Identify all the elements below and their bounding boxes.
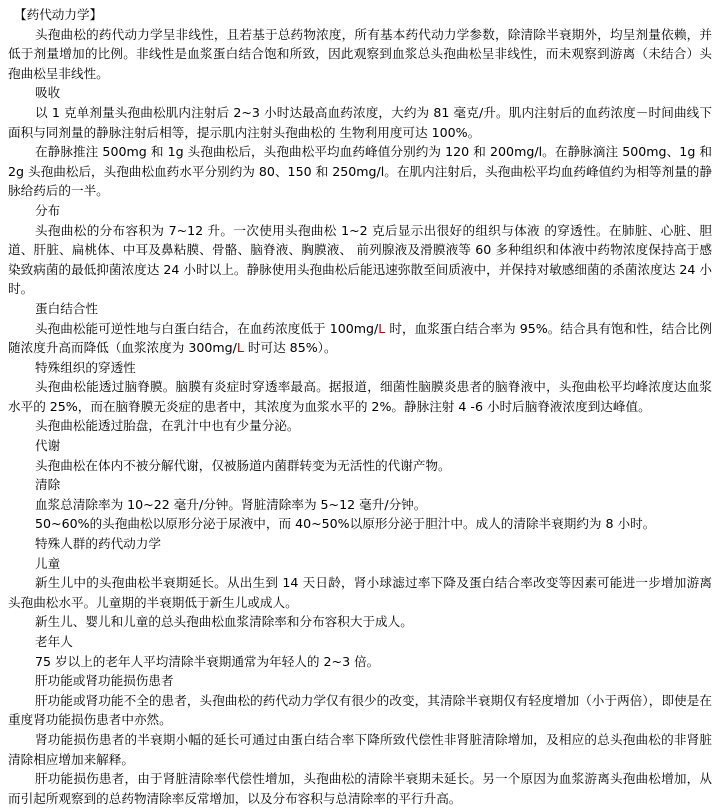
elderly-paragraph: 75 岁以上的老年人平均清除半衰期通常为年轻人的 2~3 倍。 (35, 653, 380, 669)
hepatic-renal-paragraph-2: 肾功能损伤患者的半衰期小幅的延长可通过由蛋白结合率下降所致代偿性非肾脏清除增加，及相应的总头孢曲松的非肾脏清除相应增加来解释。 (8, 731, 712, 767)
special-tissue-paragraph-2: 头孢曲松能透过胎盘，在乳汁中也有少量分泌。 (35, 418, 300, 434)
heading-elderly: 老年人 (35, 634, 73, 649)
absorption-paragraph-2: 在静脉推注 500mg 和 1g 头孢曲松后，头孢曲松平均血药峰值分别约为 120 和 200mg/l。在静脉滴注 500mg、1g 和 2g 头孢曲松后，头孢曲松血药水平分别约为 80、150 和 250mg/l。在肌内注射后，头孢曲松平均血药峰值约为相等剂量的静脉给药后的一半。 (8, 144, 712, 199)
heading-protein-binding: 蛋白结合性 (35, 300, 98, 316)
special-tissue-paragraph-1: 头孢曲松能透过脑脊膜。脑膜有炎症时穿透率最高。据报道，细菌性脑膜炎患者的脑脊液中，头孢曲松平均峰浓度达血浆水平的 25%，而在脑脊膜无炎症的患者中，其浓度为血浆水平的 2%。静脉注射 4 -6 小时后脑脊液浓度到达峰值。 (8, 379, 712, 414)
elimination-paragraph-2: 50~60%的头孢曲松以原形分泌于尿液中，而 40~50%以原形分泌于胆汁中。成人的清除半衰期约为 8 小时。 (35, 516, 656, 532)
intro-paragraph: 头孢曲松的药代动力学呈非线性，且若基于总药物浓度，所有基本药代动力学参数，除清除半衰期外，均呈剂量依赖，并低于剂量增加的比例。非线性是血浆蛋白结合饱和所致，因此观察到血浆总头孢曲松呈非线性，而未观察到游离（未结合）头孢曲松呈非线性。 (8, 26, 712, 81)
children-paragraph-2: 新生儿、婴儿和儿童的总头孢曲松血浆清除率和分布容积大于成人。 (35, 614, 413, 630)
heading-special-tissue: 特殊组织的穿透性 (35, 359, 136, 375)
elimination-paragraph-1: 血浆总清除率为 10~22 毫升/分钟。肾脏清除率为 5~12 毫升/分钟。 (35, 496, 427, 512)
protein-binding-text-b: 时，血浆蛋白结合率为 95%。结合具有饱和性，结合比例随浓度升高而降低（血浆浓度为 300mg/ (8, 320, 713, 356)
hepatic-renal-paragraph-3: 肝功能损伤患者，由于肾脏清除率代偿性增加，头孢曲松的清除半衰期未延长。另一个原因为血浆游离头孢曲松增加，从而引起所观察到的总药物清除率反常增加，以及分布容积与总清除率的平行升高。 (8, 771, 712, 806)
heading-children: 儿童 (35, 555, 61, 571)
unit-l-red-1: L (378, 320, 386, 336)
protein-binding-paragraph (8, 319, 712, 358)
heading-absorption: 吸收 (35, 85, 61, 101)
heading-distribution: 分布 (35, 202, 61, 218)
heading-elimination: 清除 (35, 477, 61, 493)
hepatic-renal-paragraph-1: 肝功能或肾功能不全的患者，头孢曲松的药代动力学仅有很少的改变，其清除半衰期仅有轻度增加（小于两倍），即使是在重度肾功能损伤患者中亦然。 (8, 692, 712, 728)
unit-l-red-2: L (236, 340, 244, 356)
metabolism-paragraph: 头孢曲松在体内不被分解代谢，仅被肠道内菌群转变为无活性的代谢产物。 (35, 457, 451, 473)
distribution-paragraph: 头孢曲松的分布容积为 7~12 升。一次使用头孢曲松 1~2 克后显示出很好的组织与体液 的穿透性。在肺脏、心脏、胆道、肝脏、扁桃体、中耳及鼻粘膜、骨骼、脑脊液、胸膜液、 前列腺液及滑膜液等 60 多种组织和体液中药物浓度保持高于感染致病菌的最低抑菌浓度达 24 小时以上。静脉使用头孢曲松后能迅速弥散至间质液中，并保持对敏感细菌的杀菌浓度达 24 小时。 (8, 222, 712, 297)
protein-binding-text-c: 时可达 85%）。 (243, 340, 337, 356)
heading-special-populations: 特殊人群的药代动力学 (35, 536, 161, 552)
heading-hepatic-renal: 肝功能或肾功能损伤患者 (35, 673, 174, 689)
protein-binding-text-a: 头孢曲松能可逆性地与白蛋白结合，在血药浓度低于 100mg/ (35, 320, 379, 336)
heading-metabolism: 代谢 (35, 438, 61, 454)
section-title: 【药代动力学】 (14, 7, 103, 22)
children-paragraph-1: 新生儿中的头孢曲松半衰期延长。从出生到 14 天日龄，肾小球滤过率下降及蛋白结合率改变等因素可能进一步增加游离头孢曲松水平。儿童期的半衰期低于新生儿或成人。 (8, 575, 712, 610)
absorption-paragraph-1: 以 1 克单剂量头孢曲松肌内注射后 2~3 小时达最高血药浓度，大约为 81 毫克/升。肌内注射后的血药浓度－时间曲线下面积与同剂量的静脉注射后相等，提示肌内注射头孢曲松的 生物利用度可达 100%。 (8, 104, 712, 140)
